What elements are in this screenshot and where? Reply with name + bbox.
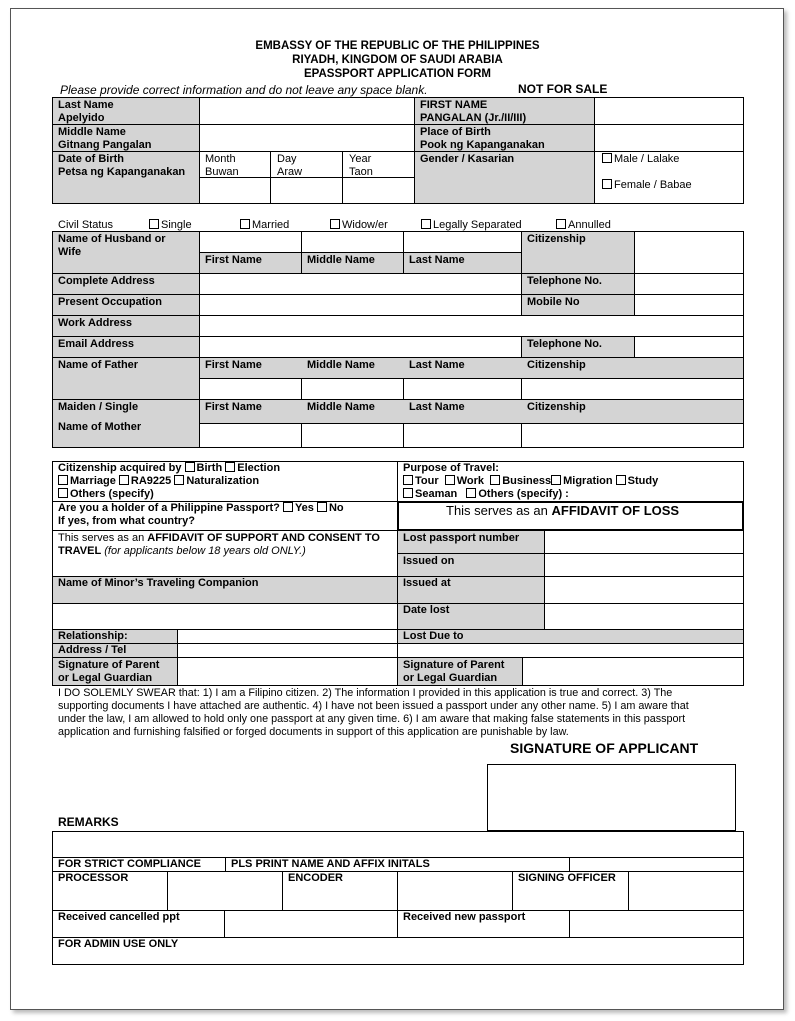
- female-option[interactable]: Female / Babae: [602, 179, 692, 192]
- mother-first-label: First Name: [205, 401, 262, 413]
- father-first-label: First Name: [205, 359, 262, 371]
- date-lost-field[interactable]: [544, 603, 744, 630]
- day-label: Day Araw: [277, 153, 303, 178]
- address-label: Complete Address: [58, 275, 155, 287]
- holder-question: Are you a holder of a Philippine Passport? Yes No: [58, 502, 344, 514]
- civil-single-checkbox[interactable]: [149, 219, 159, 229]
- lost-number-field[interactable]: [544, 530, 744, 554]
- mother-header-row: [199, 399, 744, 424]
- affidavit-loss-title: This serves as an AFFIDAVIT OF LOSS: [446, 503, 680, 518]
- mother-label-2: Name of Mother: [58, 421, 142, 433]
- guardian-sig-label: Signature of Parent or Legal Guardian: [58, 659, 160, 684]
- last-name-field[interactable]: [199, 97, 415, 125]
- male-option[interactable]: Male / Lalake: [602, 153, 679, 166]
- father-citizenship-field[interactable]: [521, 378, 744, 400]
- citizenship-others-option[interactable]: Others (specify): [58, 488, 154, 501]
- civil-widow-option[interactable]: Widow/er: [330, 219, 388, 232]
- embassy-location: RIYADH, KINGDOM OF SAUDI ARABIA: [292, 54, 503, 66]
- remarks-label: REMARKS: [58, 815, 119, 829]
- male-checkbox[interactable]: [602, 153, 612, 163]
- father-label: Name of Father: [58, 359, 139, 371]
- year-field[interactable]: [342, 177, 415, 204]
- mother-first-field[interactable]: [199, 423, 302, 448]
- relationship-field[interactable]: [177, 629, 398, 644]
- work-address-label: Work Address: [58, 317, 132, 329]
- guardian-sig-field[interactable]: [177, 657, 398, 686]
- mother-middle-label: Middle Name: [307, 401, 375, 413]
- spouse-citizenship-label: Citizenship: [527, 233, 586, 245]
- issued-on-field[interactable]: [544, 553, 744, 577]
- mother-citizenship-label: Citizenship: [527, 401, 586, 413]
- lost-due-label: Lost Due to: [403, 630, 464, 642]
- form-title: EPASSPORT APPLICATION FORM: [304, 68, 491, 80]
- blank-cell: [569, 857, 744, 872]
- father-citizenship-label: Citizenship: [527, 359, 586, 371]
- study-checkbox[interactable]: [616, 475, 626, 485]
- month-field[interactable]: [199, 177, 271, 204]
- seaman-checkbox[interactable]: [403, 488, 413, 498]
- instruction-text: Please provide correct information and do not leave any space blank.: [60, 83, 428, 97]
- month-label: Month Buwan: [205, 153, 239, 178]
- citizenship-acquired-options: Marriage RA9225 Naturalization: [58, 475, 259, 488]
- purpose-label: Purpose of Travel:: [403, 462, 499, 474]
- telephone2-field[interactable]: [634, 336, 744, 358]
- guardian-sig2-field[interactable]: [522, 657, 744, 686]
- civil-separated-option[interactable]: Legally Separated: [421, 219, 522, 232]
- received-new-label: Received new passport: [403, 911, 526, 923]
- guardian-sig2-label: Signature of Parent or Legal Guardian: [403, 659, 505, 684]
- civil-widow-checkbox[interactable]: [330, 219, 340, 229]
- work-address-field[interactable]: [199, 315, 744, 337]
- mother-last-label: Last Name: [409, 401, 465, 413]
- oath-line-4: application and furnishing falsified or forged documents in support of this application are punishable by law.: [58, 726, 569, 738]
- issued-on-label: Issued on: [403, 555, 455, 567]
- election-checkbox[interactable]: [225, 462, 235, 472]
- companion-label: Name of Minor’s Traveling Companion: [58, 577, 259, 589]
- received-new-field[interactable]: [569, 910, 744, 938]
- middle-name-field[interactable]: [199, 124, 415, 152]
- spouse-citizenship-field[interactable]: [634, 231, 744, 274]
- affidavit-support-title: This serves as an AFFIDAVIT OF SUPPORT AND CONSENT TO: [58, 532, 380, 544]
- spouse-middle-label: Middle Name: [307, 254, 375, 266]
- address-tel-label: Address / Tel: [58, 644, 127, 656]
- date-lost-label: Date lost: [403, 604, 450, 616]
- received-cancelled-field[interactable]: [224, 910, 398, 938]
- place-birth-label: Place of Birth Pook ng Kapanganakan: [420, 126, 545, 151]
- civil-married-option[interactable]: Married: [240, 219, 289, 232]
- oath-line-1: I DO SOLEMLY SWEAR that: 1) I am a Filipino citizen. 2) The information I provided in this application is true and correct. 3) The: [58, 687, 673, 699]
- strict-label: FOR STRICT COMPLIANCE: [58, 858, 201, 870]
- signing-officer-label: SIGNING OFFICER: [518, 872, 616, 884]
- father-last-label: Last Name: [409, 359, 465, 371]
- mother-last-field[interactable]: [403, 423, 522, 448]
- occupation-label: Present Occupation: [58, 296, 162, 308]
- encoder-label: ENCODER: [288, 872, 344, 884]
- address-field[interactable]: [199, 273, 522, 295]
- affidavit-support-note: TRAVEL (for applicants below 18 years old ONLY.): [58, 545, 306, 557]
- purpose-options: Tour Work Business Migration Study: [403, 475, 658, 488]
- remarks-field[interactable]: [52, 831, 744, 858]
- female-checkbox[interactable]: [602, 179, 612, 189]
- father-last-field[interactable]: [403, 378, 522, 400]
- not-for-sale-label: NOT FOR SALE: [518, 82, 608, 96]
- mother-label-1: Maiden / Single: [58, 401, 139, 413]
- work-checkbox[interactable]: [445, 475, 455, 485]
- signature-box[interactable]: [487, 764, 736, 831]
- father-header-row: [199, 357, 744, 379]
- civil-single-option[interactable]: Single: [149, 219, 192, 232]
- address-tel-field[interactable]: [177, 643, 398, 658]
- ra9225-checkbox[interactable]: [119, 475, 129, 485]
- companion-field[interactable]: [52, 603, 398, 630]
- father-middle-field[interactable]: [301, 378, 404, 400]
- email-field[interactable]: [199, 336, 522, 358]
- email-label: Email Address: [58, 338, 135, 350]
- civil-separated-checkbox[interactable]: [421, 219, 431, 229]
- received-cancelled-label: Received cancelled ppt: [58, 911, 180, 923]
- citizenship-others-checkbox[interactable]: [58, 488, 68, 498]
- civil-annulled-checkbox[interactable]: [556, 219, 566, 229]
- telephone-label: Telephone No.: [527, 275, 602, 287]
- father-first-field[interactable]: [199, 378, 302, 400]
- tour-checkbox[interactable]: [403, 475, 413, 485]
- pls-print-label: PLS PRINT NAME AND AFFIX INITALS: [231, 858, 430, 870]
- encoder-field[interactable]: [397, 871, 513, 911]
- holder-no-checkbox[interactable]: [317, 502, 327, 512]
- holder-yes-checkbox[interactable]: [283, 502, 293, 512]
- holder-country-question: If yes, from what country?: [58, 515, 195, 527]
- spouse-first-label: First Name: [205, 254, 262, 266]
- issued-at-label: Issued at: [403, 577, 451, 589]
- marriage-checkbox[interactable]: [58, 475, 68, 485]
- processor-field[interactable]: [167, 871, 283, 911]
- first-name-label: FIRST NAME PANGALAN (Jr./II/III): [420, 99, 527, 124]
- dob-label: Date of Birth Petsa ng Kapanganakan: [58, 153, 186, 178]
- spouse-last-label: Last Name: [409, 254, 465, 266]
- admin-use-label: FOR ADMIN USE ONLY: [58, 938, 179, 950]
- purpose-others-checkbox[interactable]: [466, 488, 476, 498]
- first-name-field[interactable]: [594, 97, 744, 125]
- mobile-label: Mobile No: [527, 296, 580, 308]
- civil-annulled-option[interactable]: Annulled: [556, 219, 611, 232]
- lost-number-label: Lost passport number: [403, 532, 520, 544]
- oath-line-2: supporting documents I have attached are authentic. 4) I have not been issued a passport under any other name. 5) I am aware that: [58, 700, 689, 712]
- father-middle-label: Middle Name: [307, 359, 375, 371]
- divider: [52, 151, 200, 152]
- spouse-last-field[interactable]: [403, 231, 522, 253]
- processor-label: PROCESSOR: [58, 872, 129, 884]
- purpose-options-2: Seaman Others (specify) :: [403, 488, 569, 501]
- place-birth-field[interactable]: [594, 124, 744, 152]
- middle-name-label: Middle Name Gitnang Pangalan: [58, 126, 152, 151]
- telephone-field[interactable]: [634, 273, 744, 295]
- business-checkbox[interactable]: [490, 475, 500, 485]
- lost-due-field[interactable]: [397, 643, 744, 658]
- spouse-middle-field[interactable]: [301, 231, 404, 253]
- signing-field[interactable]: [628, 871, 744, 911]
- relationship-label: Relationship:: [58, 630, 128, 642]
- migration-checkbox[interactable]: [551, 475, 561, 485]
- divider: [52, 124, 200, 125]
- civil-status-label: Civil Status: [58, 219, 114, 231]
- telephone2-label: Telephone No.: [527, 338, 602, 350]
- year-label: Year Taon: [349, 153, 373, 178]
- citizenship-acquired-label: Citizenship acquired by Birth Election: [58, 462, 281, 474]
- gender-label: Gender / Kasarian: [420, 153, 515, 165]
- issued-at-field[interactable]: [544, 576, 744, 604]
- naturalization-checkbox[interactable]: [174, 475, 184, 485]
- occupation-field[interactable]: [199, 294, 522, 316]
- oath-line-3: under the law, I am allowed to hold only one passport at any given time. 6) I am aware that making false statements in this passport: [58, 713, 686, 725]
- mobile-field[interactable]: [634, 294, 744, 316]
- day-field[interactable]: [270, 177, 343, 204]
- civil-married-checkbox[interactable]: [240, 219, 250, 229]
- birth-checkbox[interactable]: [185, 462, 195, 472]
- spouse-label: Name of Husband or Wife: [58, 233, 166, 258]
- mother-citizenship-field[interactable]: [521, 423, 744, 448]
- mother-middle-field[interactable]: [301, 423, 404, 448]
- last-name-label: Last Name Apelyido: [58, 99, 114, 124]
- signature-label: SIGNATURE OF APPLICANT: [510, 740, 699, 756]
- embassy-title: EMBASSY OF THE REPUBLIC OF THE PHILIPPINES: [255, 40, 540, 52]
- spouse-first-field[interactable]: [199, 231, 302, 253]
